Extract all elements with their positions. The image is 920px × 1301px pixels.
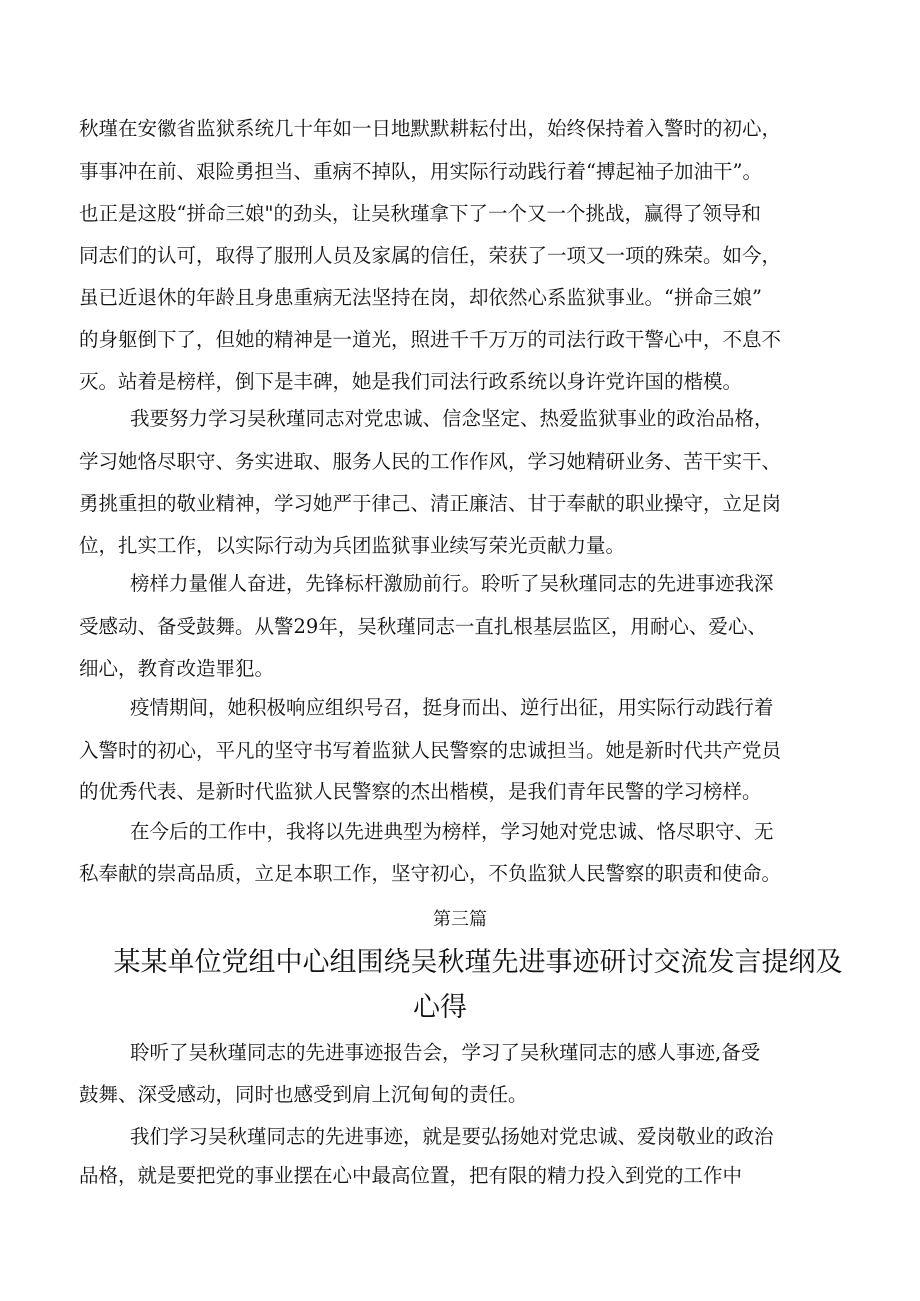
section-title-line-1: 某某单位党组中心组围绕吴秋瑾先进事迹研讨交流发言提纲及 bbox=[113, 947, 843, 978]
text-line: 的身躯倒下了，但她的精神是一道光，照进千千万万的司法行政干警心中，不息不 bbox=[79, 328, 782, 351]
section-title-line-2: 心得 bbox=[413, 992, 467, 1023]
text-line: 勇挑重担的敬业精神，学习她严于律己、清正廉洁、甘于奉献的职业操守，立足岗 bbox=[79, 492, 782, 515]
text-line: 受感动、备受鼓舞。从警29年，吴秋瑾同志一直扎根基层监区，用耐心、爱心、 bbox=[79, 615, 767, 638]
text-line: 细心，教育改造罪犯。 bbox=[79, 657, 275, 680]
text-line: 同志们的认可，取得了服刑人员及家属的信任，荣获了一项又一项的殊荣。如今， bbox=[79, 244, 782, 267]
text-line: 入警时的初心，平凡的坚守书写着监狱人民警察的忠诚担当。她是新时代共产党员 bbox=[79, 739, 782, 762]
text-line: 聆听了吴秋瑾同志的先进事迹报告会，学习了吴秋瑾同志的感人事迹,备受 bbox=[130, 1041, 761, 1064]
text-line: 鼓舞、深受感动，同时也感受到肩上沉甸甸的责任。 bbox=[79, 1083, 528, 1106]
text-line: 学习她恪尽职守、务实进取、服务人民的工作作风，学习她精研业务、苦干实干、 bbox=[79, 450, 782, 473]
text-line: 灭。站着是榜样，倒下是丰碑，她是我们司法行政系统以身许党许国的楷模。 bbox=[79, 370, 743, 393]
text-line: 秋瑾在安徽省监狱系统几十年如一日地默默耕耘付出，始终保持着入警时的初心， bbox=[79, 117, 782, 140]
section-label: 第三篇 bbox=[433, 909, 487, 930]
text-line: 品格，就是要把党的事业摆在心中最高位置，把有限的精力投入到党的工作中 bbox=[79, 1164, 743, 1187]
text-line: 虽已近退休的年龄且身患重病无法坚持在岗，却依然心系监狱事业。“拼命三娘” bbox=[79, 286, 762, 309]
text-line: 也正是这股“拼命三娘"的劲头，让吴秋瑾拿下了一个又一个挑战，赢得了领导和 bbox=[79, 202, 761, 225]
text-line: 在今后的工作中，我将以先进典型为榜样，学习她对党忠诚、恪尽职守、无 bbox=[130, 820, 774, 843]
text-line: 事事冲在前、艰险勇担当、重病不掉队，用实际行动践行着“搏起袖子加油干”。 bbox=[79, 160, 762, 183]
text-line: 私奉献的崇高品质，立足本职工作，坚守初心，不负监狱人民警察的职责和使命。 bbox=[79, 862, 782, 885]
text-line: 我们学习吴秋瑾同志的先进事迹，就是要弘扬她对党忠诚、爱岗敬业的政治 bbox=[130, 1125, 774, 1148]
text-line: 我要努力学习吴秋瑾同志对党忠诚、信念坚定、热爱监狱事业的政治品格， bbox=[130, 407, 774, 430]
text-line: 位，扎实工作，以实际行动为兵团监狱事业续写荣光贡献力量。 bbox=[79, 534, 626, 557]
text-line: 疫情期间，她积极响应组织号召，挺身而出、逆行出征，用实际行动践行着 bbox=[130, 696, 774, 719]
text-line: 榜样力量催人奋进，先锋标杆激励前行。聆听了吴秋瑾同志的先进事迹我深 bbox=[130, 572, 774, 595]
text-line: 的优秀代表、是新时代监狱人民警察的杰出楷模，是我们青年民警的学习榜样。 bbox=[79, 780, 762, 803]
